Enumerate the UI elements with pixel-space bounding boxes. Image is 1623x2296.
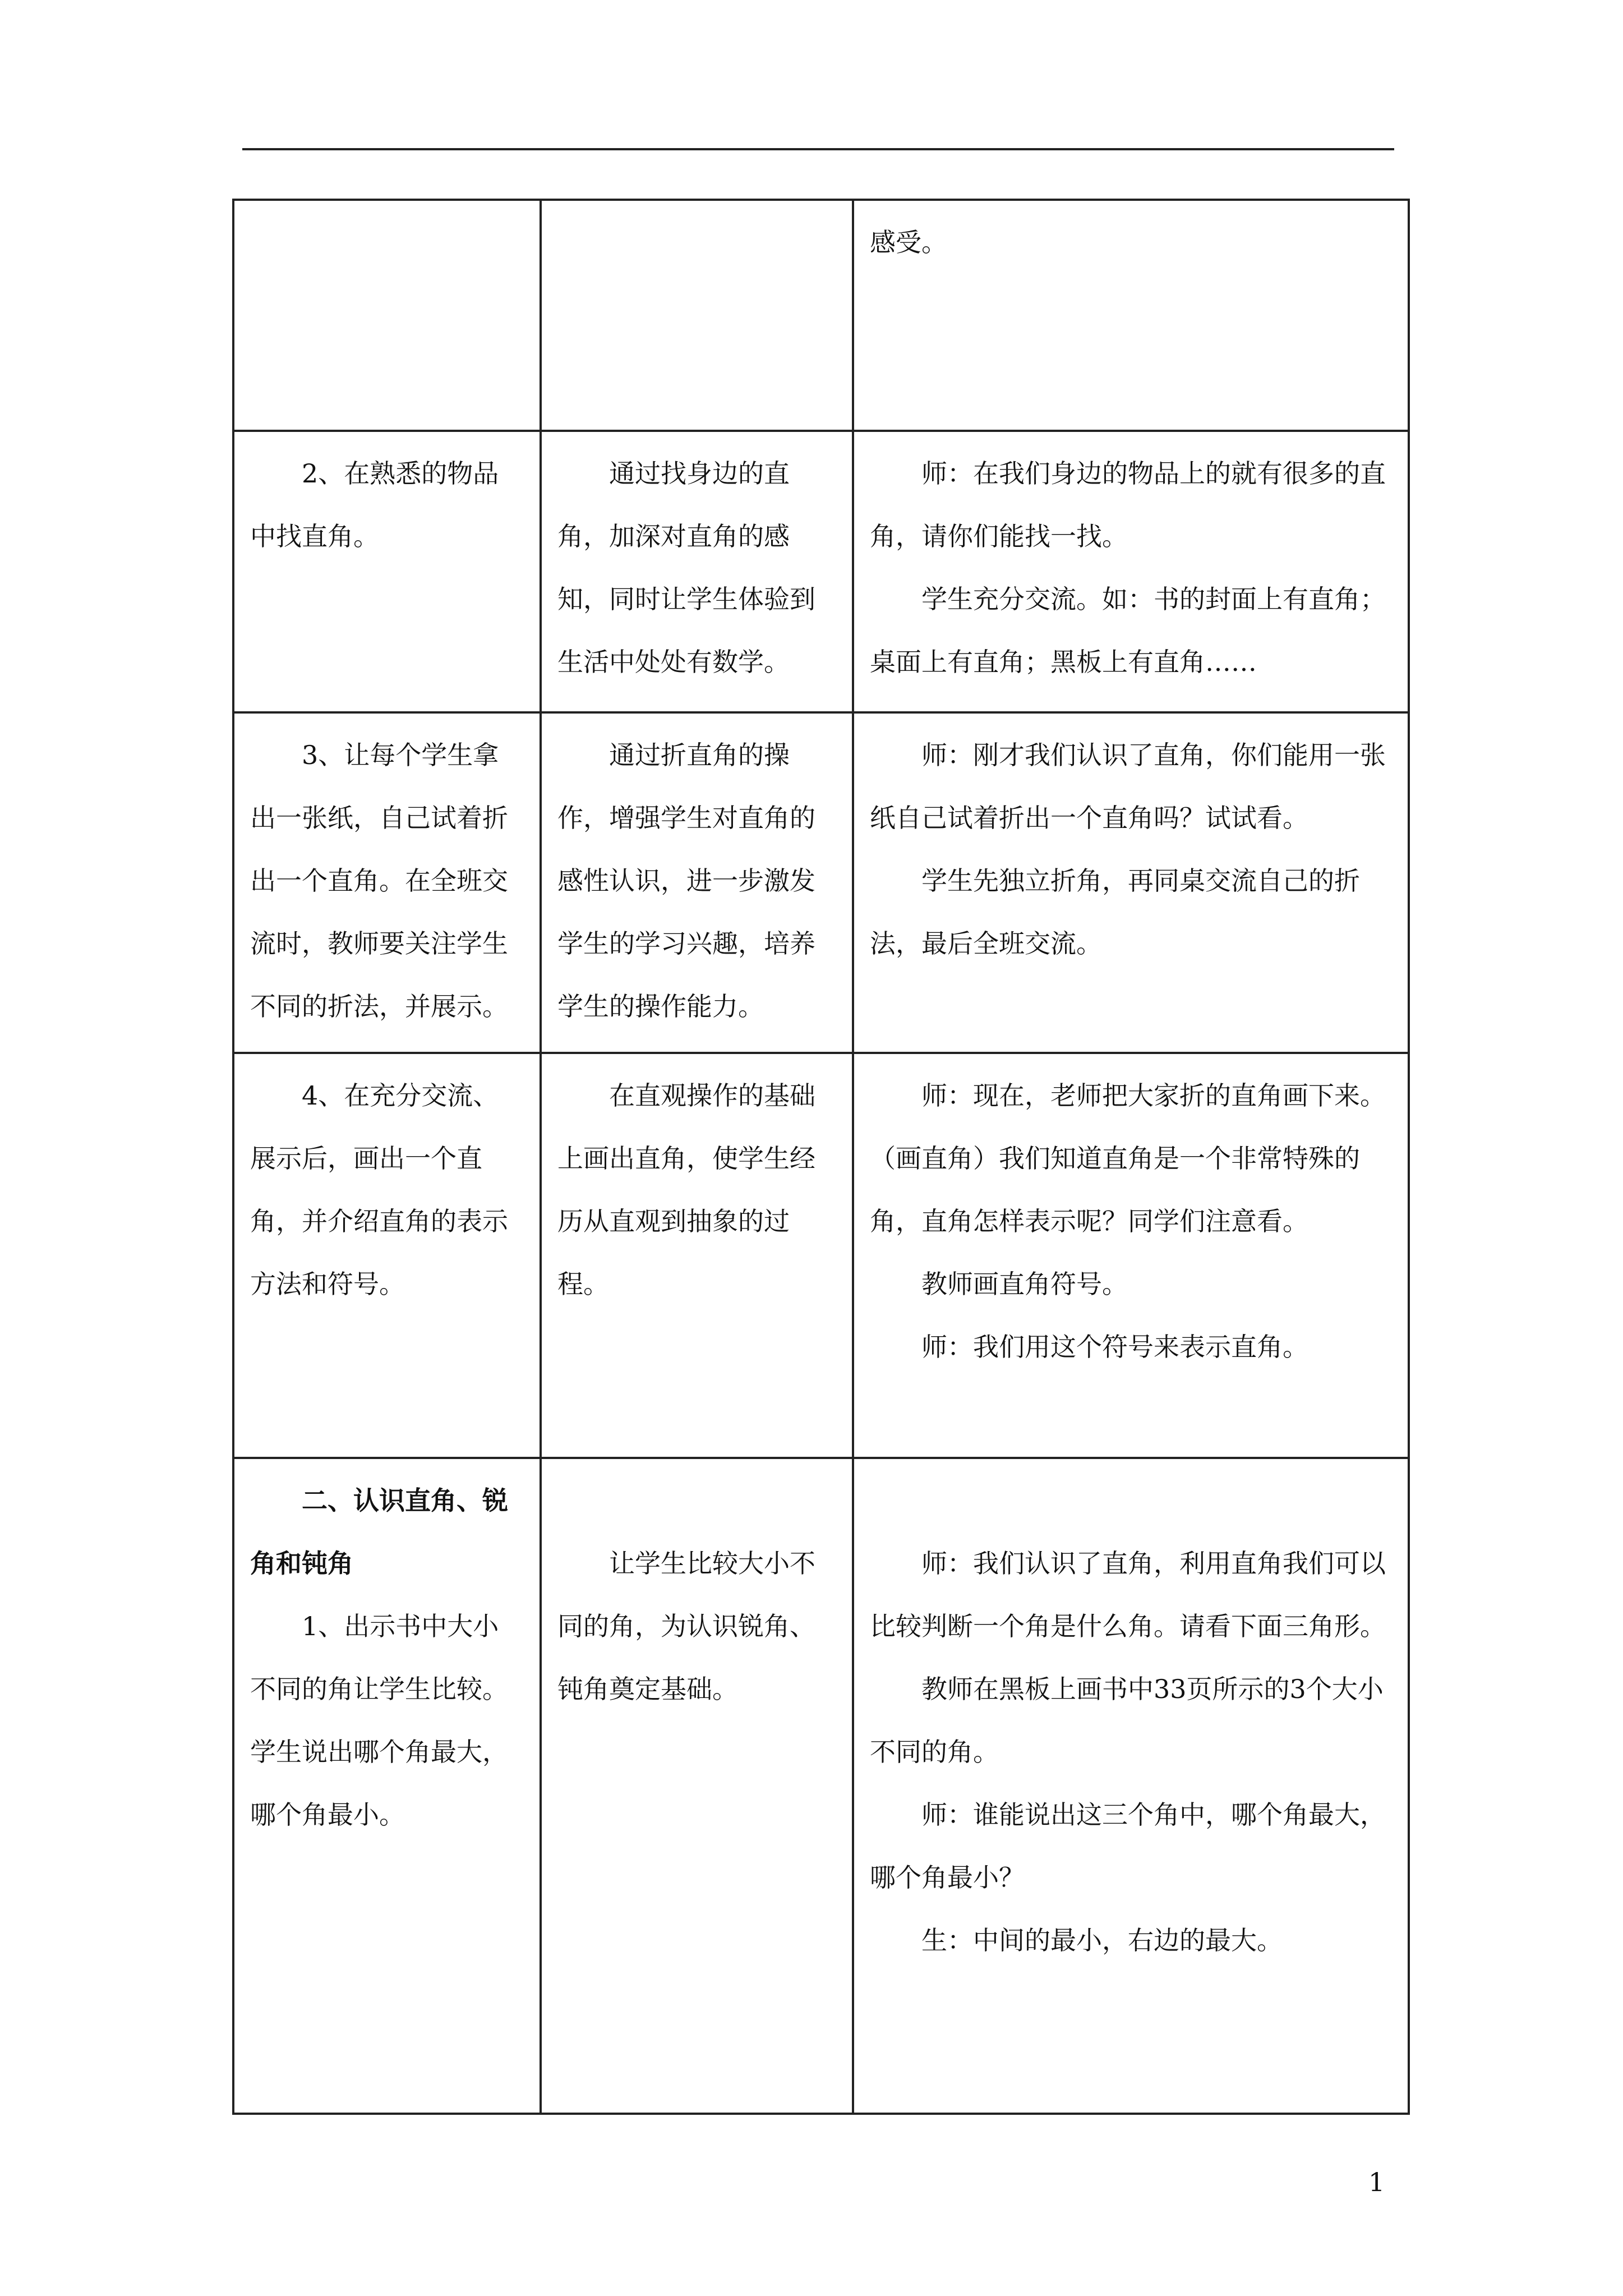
process-text: 4、在充分交流、展示后，画出一个直角，并介绍直角的表示方法和符号。 xyxy=(250,1080,508,1299)
page-number: 1 xyxy=(1368,2167,1385,2197)
activity-text: 感受。 xyxy=(870,227,947,257)
intent-text: 在直观操作的基础上画出直角，使学生经历从直观到抽象的过程。 xyxy=(557,1080,815,1299)
activity-cell xyxy=(853,1458,1409,2114)
activity-text: 学生充分交流。如：书的封面上有直角；桌面上有直角；黑板上有直角…… xyxy=(870,584,1386,677)
process-text: 3、让每个学生拿出一张纸，自己试着折出一个直角。在全班交流时，教师要关注学生不同的折法，并展示。 xyxy=(250,740,508,1022)
activity-text: 师：在我们身边的物品上的就有很多的直角，请你们能找一找。 xyxy=(870,458,1386,551)
process-cell xyxy=(233,1053,541,1458)
intent-cell xyxy=(541,431,853,712)
process-cell xyxy=(233,1458,541,2114)
activity-cell xyxy=(853,431,1409,712)
intent-cell xyxy=(541,712,853,1053)
lesson-plan-table xyxy=(232,199,1410,2115)
intent-text: 让学生比较大小不同的角，为认识锐角、钝角奠定基础。 xyxy=(557,1548,815,1704)
process-text: 学生说出哪个角最大，哪个角最小。 xyxy=(250,1737,508,1830)
table-row xyxy=(233,712,1409,1053)
intent-cell xyxy=(541,200,853,431)
activity-text: 生：中间的最小，右边的最大。 xyxy=(921,1925,1283,1955)
section-heading: 二、认识直角、锐角和钝角 xyxy=(250,1485,508,1579)
process-cell xyxy=(233,712,541,1053)
process-text: 1、出示书中大小不同的角让学生比较。 xyxy=(250,1611,508,1704)
process-text: 2、在熟悉的物品中找直角。 xyxy=(250,458,499,551)
activity-text: 师：谁能说出这三个角中，哪个角最大，哪个角最小？ xyxy=(870,1800,1386,1893)
header-rule xyxy=(242,148,1394,150)
activity-text: 教师在黑板上画书中33页所示的3个大小不同的角。 xyxy=(870,1674,1384,1767)
table-row xyxy=(233,431,1409,712)
process-cell xyxy=(233,200,541,431)
activity-cell xyxy=(853,200,1409,431)
table-row xyxy=(233,1458,1409,2114)
intent-text: 通过找身边的直角，加深对直角的感知，同时让学生体验到生活中处处有数学。 xyxy=(557,458,815,677)
intent-text: 通过折直角的操作，增强学生对直角的感性认识，进一步激发学生的学习兴趣，培养学生的操作能力。 xyxy=(557,740,815,1022)
intent-cell xyxy=(541,1458,853,2114)
activity-cell xyxy=(853,712,1409,1053)
activity-text: 师：现在，老师把大家折的直角画下来。（画直角）我们知道直角是一个非常特殊的角，直角怎样表示呢？同学们注意看。 xyxy=(870,1080,1386,1236)
process-cell xyxy=(233,431,541,712)
activity-text: 师：我们认识了直角，利用直角我们可以比较判断一个角是什么角。请看下面三角形。 xyxy=(870,1548,1386,1641)
activity-text: 学生先独立折角，再同桌交流自己的折法，最后全班交流。 xyxy=(870,866,1360,959)
table-row xyxy=(233,1053,1409,1458)
activity-cell xyxy=(853,1053,1409,1458)
activity-text: 师：我们用这个符号来表示直角。 xyxy=(921,1332,1308,1362)
activity-text: 师：刚才我们认识了直角，你们能用一张纸自己试着折出一个直角吗？试试看。 xyxy=(870,740,1386,833)
intent-cell xyxy=(541,1053,853,1458)
activity-text: 教师画直角符号。 xyxy=(921,1269,1128,1299)
table-row xyxy=(233,200,1409,431)
